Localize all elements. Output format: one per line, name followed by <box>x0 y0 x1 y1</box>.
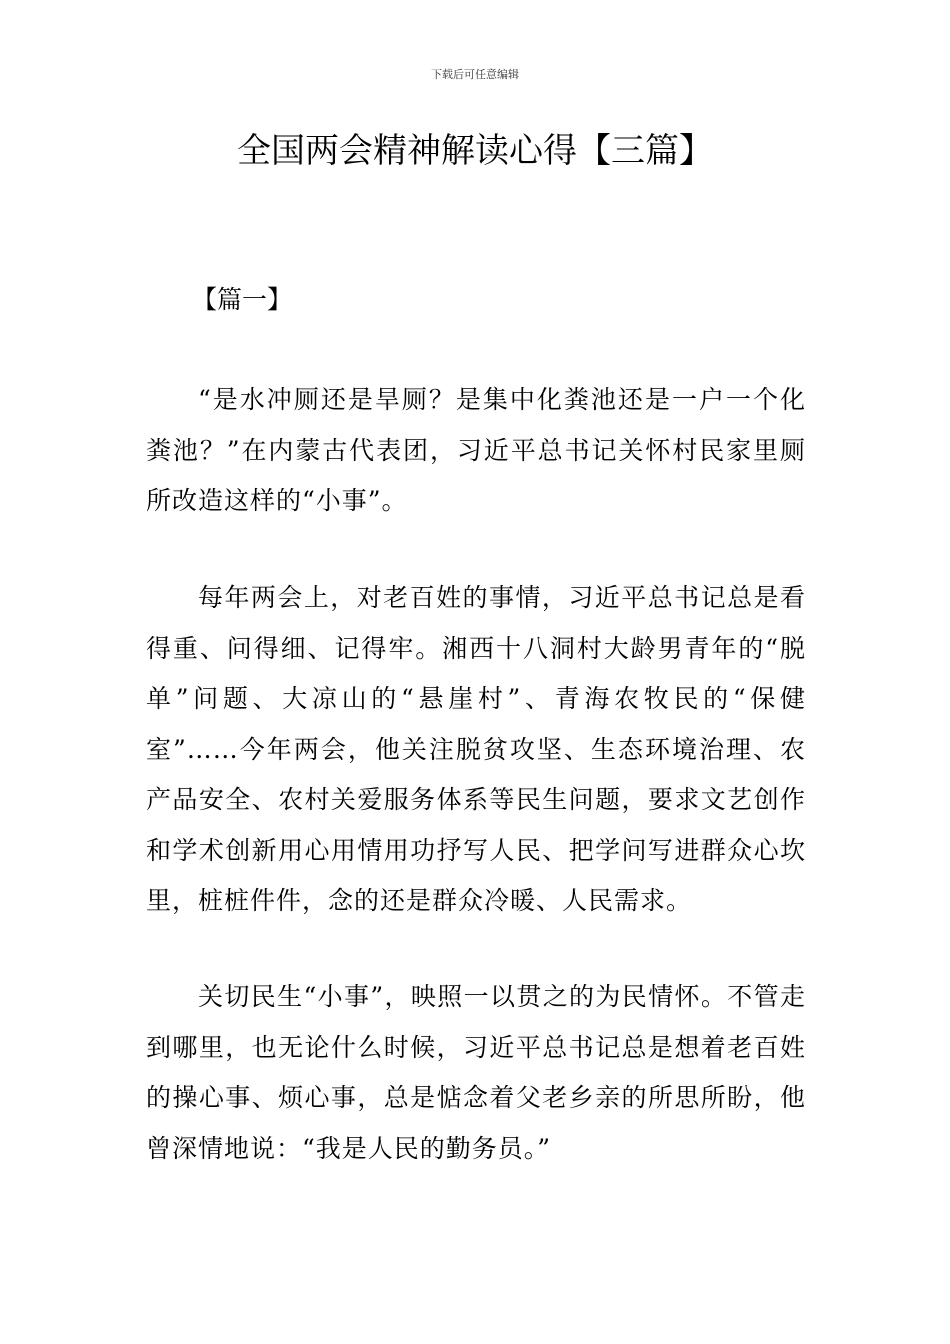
paragraph-1: “是水冲厕还是旱厕？是集中化粪池还是一户一个化粪池？”在内蒙古代表团，习近平总书记关怀村民家里厕所改造这样的“小事”。 <box>146 385 806 515</box>
section-label: 【篇一】 <box>192 285 293 314</box>
paragraph-3: 关切民生“小事”，映照一以贯之的为民情怀。不管走到哪里，也无论什么时候，习近平总书记总是想着老百姓的操心事、烦心事，总是惦念着父老乡亲的所思所盼，他曾深情地说：“我是人民的勤务员。” <box>146 982 806 1163</box>
page-header-note: 下载后可任意编辑 <box>431 68 519 81</box>
paragraph-2: 每年两会上，对老百姓的事情，习近平总书记总是看得重、问得细、记得牢。湘西十八洞村大龄男青年的“脱单”问题、大凉山的“悬崖村”、青海农牧民的“保健室”……今年两会，他关注脱贫攻坚、生态环境治理、农产品安全、农村关爱服务体系等民生问题，要求文艺创作和学术创新用心用情用功抒写人民、把学问写进群众心坎里，桩桩件件，念的还是群众冷暖、人民需求。 <box>146 583 806 915</box>
document-title: 全国两会精神解读心得【三篇】 <box>237 131 713 171</box>
